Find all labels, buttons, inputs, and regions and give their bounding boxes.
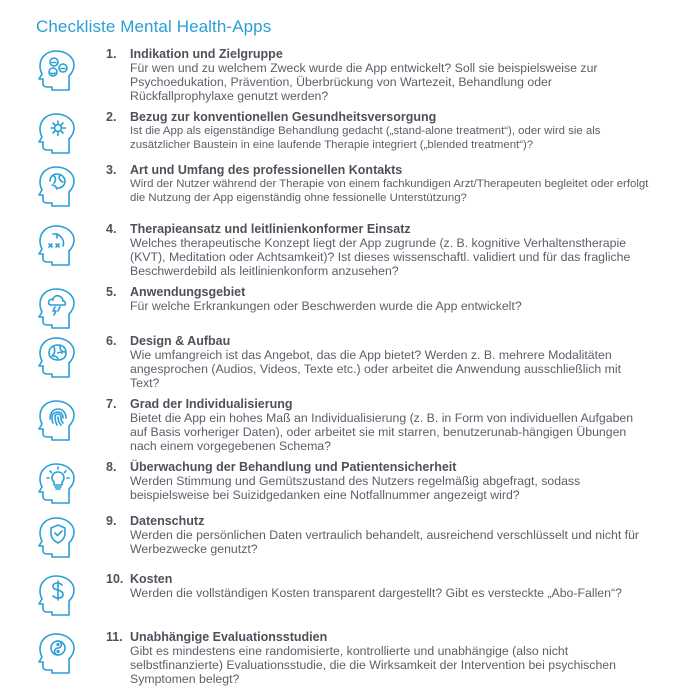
item-text: Für welche Erkrankungen oder Beschwerden wurde die App entwickelt?: [130, 299, 522, 313]
item-text: Ist die App als eigenständige Behandlung gedacht („stand-alone treatment“), oder wird sie als zusätzlicher Baustein in eine laufende Therapie integriert („blended treatment“)?: [130, 125, 601, 151]
item-heading: Überwachung der Behandlung und Patientensicherheit: [130, 460, 457, 474]
item-text: Welches therapeutische Konzept liegt der App zugrunde (z. B. kognitive Verhaltenstherapie (KVT), Meditation oder Achtsamkeit)? Ist dieses wissenschaftl. validiert und für das fragliche Beschwerdebild als leitlinienkonform anzusehen?: [130, 236, 631, 278]
head-strategy-icon: [34, 222, 78, 266]
item-text: Werden Stimmung und Gemütszustand des Nutzers regelmäßig abgefragt, sodass beispielsweise bei Suizidgedanken eine Notfallnummer angezeigt wird?: [130, 474, 581, 502]
head-lightbulb-icon: [34, 460, 78, 504]
head-dollar-icon: [34, 572, 78, 616]
item-text: Für wen und zu welchem Zweck wurde die App entwickelt? Soll sie beispielsweise zur Psychoedukation, Prävention, Überbrückung von Wartezeit, Behandlung oder Rückfallprophylaxe genutzt werden?: [130, 61, 598, 103]
page-title: Checkliste Mental Health-Apps: [36, 17, 272, 36]
item-text: Werden die vollständigen Kosten transparent dargestellt? Gibt es versteckte „Abo-Fallen“?: [130, 586, 622, 600]
head-storm-icon: [34, 285, 78, 329]
item-number: 8.: [106, 460, 117, 474]
item-text: Werden die persönlichen Daten vertraulich behandelt, ausreichend verschlüsselt und nicht für Werbezwecke genutzt?: [130, 528, 640, 556]
item-heading: Anwendungsgebiet: [130, 285, 246, 299]
item-number: 2.: [106, 110, 117, 124]
head-brain-outline-icon: [34, 334, 78, 378]
item-heading: Bezug zur konventionellen Gesundheitsversorgung: [130, 110, 437, 124]
item-text: Bietet die App ein hohes Maß an Individualisierung (z. B. in Form von individuellen Aufgaben auf Basis vorheriger Daten), oder arbeitet sie mit starren, benutzerunab-hängigen Übungen nach einem vorgegebenen Schema?: [130, 411, 634, 453]
head-faces-icon: [34, 47, 78, 91]
item-heading: Datenschutz: [130, 514, 205, 528]
item-heading: Design & Aufbau: [130, 334, 231, 348]
item-number: 11.: [106, 630, 123, 644]
item-text: Gibt es mindestens eine randomisierte, kontrollierte und unabhängige (also nicht selbstfinanzierte) Evaluationsstudie, die die Wirksamkeit der Intervention bei psychischen Symptomen belegt?: [130, 644, 616, 686]
item-heading: Art und Umfang des professionellen Kontakts: [130, 163, 403, 177]
item-number: 10.: [106, 572, 124, 586]
head-network-icon: [34, 110, 78, 154]
item-heading: Kosten: [130, 572, 173, 586]
item-heading: Indikation und Zielgruppe: [130, 47, 283, 61]
item-heading: Grad der Individualisierung: [130, 397, 293, 411]
item-number: 3.: [106, 163, 117, 177]
item-number: 6.: [106, 334, 117, 348]
head-yinyang-icon: [34, 630, 78, 674]
item-heading: Therapieansatz und leitlinienkonformer Einsatz: [130, 222, 411, 236]
head-fingerprint-icon: [34, 397, 78, 441]
item-number: 9.: [106, 514, 117, 528]
item-number: 7.: [106, 397, 117, 411]
item-text: Wie umfangreich ist das Angebot, das die App bietet? Werden z. B. mehrere Modalitäten angesprochen (Audios, Videos, Texte etc.) oder arbeitet die Anwendung ausschließlich mit Text?: [130, 348, 622, 390]
head-shield-icon: [34, 514, 78, 558]
item-number: 5.: [106, 285, 117, 299]
item-number: 4.: [106, 222, 117, 236]
item-heading: Unabhängige Evaluationsstudien: [130, 630, 328, 644]
item-text: Wird der Nutzer während der Therapie von einem fachkundigen Arzt/Therapeuten begleitet oder erfolgt die Nutzung der App eigenständig ohne fessionelle Unterstützung?: [130, 178, 649, 204]
head-brain-icon: [34, 163, 78, 207]
item-number: 1.: [106, 47, 117, 61]
